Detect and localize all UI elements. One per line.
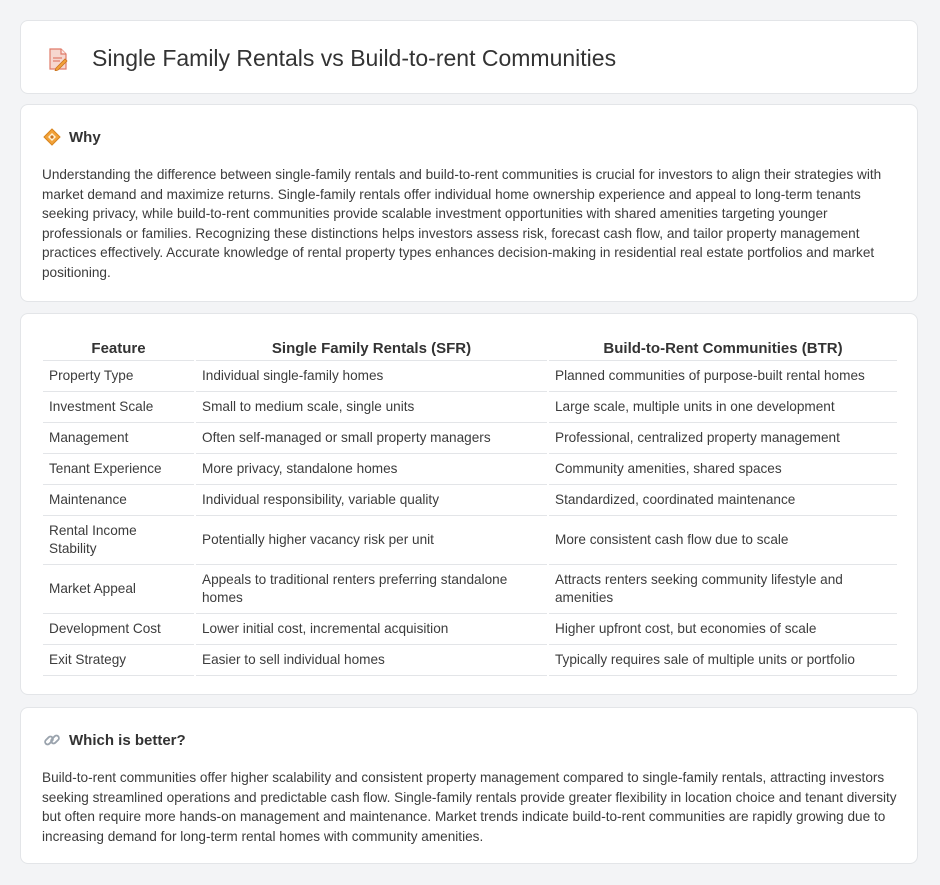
why-header: [43, 127, 101, 147]
page-title: Single Family Rentals vs Build-to-rent Communities: [92, 45, 617, 71]
sfr-cell: Small to medium scale, single units: [196, 392, 547, 423]
btr-cell: Community amenities, shared spaces: [549, 454, 897, 485]
sfr-cell: Individual single-family homes: [196, 361, 547, 392]
why-section: [20, 104, 918, 302]
link-icon: [43, 731, 61, 749]
document-icon: [47, 47, 69, 71]
better-text: Build-to-rent communities offer higher scalability and consistent property management compared to single-family rentals, attracting investors seeking streamlined operations and predictable cash flow. Single-family rentals provide greater flexibility in location choice and tenant diversity but often require more hands-on management and maintenance. Market trends indicate build-to-rent communities are rapidly growing due to increasing demand for long-term rental homes with community amenities.: [42, 770, 897, 844]
btr-cell: Higher upfront cost, but economies of scale: [549, 614, 897, 645]
feature-cell: Property Type: [43, 361, 194, 392]
btr-cell: Planned communities of purpose-built rental homes: [549, 361, 897, 392]
sfr-cell: Lower initial cost, incremental acquisition: [196, 614, 547, 645]
sfr-cell: Individual responsibility, variable quality: [196, 485, 547, 516]
diamond-icon: [43, 128, 61, 146]
feature-cell: Tenant Experience: [43, 454, 194, 485]
table-row: [43, 565, 897, 614]
why-title: Why: [69, 128, 101, 146]
table-row: [43, 614, 897, 645]
table-row: [43, 516, 897, 565]
btr-cell: Attracts renters seeking community lifestyle and amenities: [549, 565, 897, 614]
btr-cell: Large scale, multiple units in one development: [549, 392, 897, 423]
header-feature: Feature: [43, 334, 194, 361]
table-row: [43, 392, 897, 423]
sfr-cell: More privacy, standalone homes: [196, 454, 547, 485]
comparison-section: [20, 313, 918, 695]
title-card: [20, 20, 918, 94]
table-row: [43, 645, 897, 676]
comparison-table: [41, 334, 899, 676]
header-sfr: Single Family Rentals (SFR): [196, 334, 547, 361]
feature-cell: Exit Strategy: [43, 645, 194, 676]
better-title: Which is better?: [69, 731, 186, 749]
sfr-cell: Potentially higher vacancy risk per unit: [196, 516, 547, 565]
header-btr: Build-to-Rent Communities (BTR): [549, 334, 897, 361]
table-row: [43, 361, 897, 392]
feature-cell: Development Cost: [43, 614, 194, 645]
table-row: [43, 423, 897, 454]
feature-cell: Rental Income Stability: [43, 516, 194, 565]
better-header: [43, 730, 186, 750]
sfr-cell: Easier to sell individual homes: [196, 645, 547, 676]
table-row: [43, 485, 897, 516]
why-text: Understanding the difference between single-family rentals and build-to-rent communities is crucial for investors to align their strategies with market demand and maximize returns. Single-family rentals offer individual home ownership experience and appeal to long-term tenants seeking privacy, while build-to-rent communities provide scalable investment opportunities with shared amenities targeting younger professionals or families. Recognizing these distinctions helps investors assess risk, forecast cash flow, and tailor property management practices effectively. Accurate knowledge of rental property types enhances decision-making in residential real estate portfolios and market positioning.: [42, 167, 882, 280]
better-section: [20, 707, 918, 864]
feature-cell: Management: [43, 423, 194, 454]
btr-cell: Typically requires sale of multiple units or portfolio: [549, 645, 897, 676]
btr-cell: Professional, centralized property management: [549, 423, 897, 454]
feature-cell: Maintenance: [43, 485, 194, 516]
table-row: [43, 454, 897, 485]
sfr-cell: Appeals to traditional renters preferring standalone homes: [196, 565, 547, 614]
feature-cell: Investment Scale: [43, 392, 194, 423]
feature-cell: Market Appeal: [43, 565, 194, 614]
btr-cell: Standardized, coordinated maintenance: [549, 485, 897, 516]
sfr-cell: Often self-managed or small property managers: [196, 423, 547, 454]
btr-cell: More consistent cash flow due to scale: [549, 516, 897, 565]
table-header-row: [43, 334, 897, 361]
